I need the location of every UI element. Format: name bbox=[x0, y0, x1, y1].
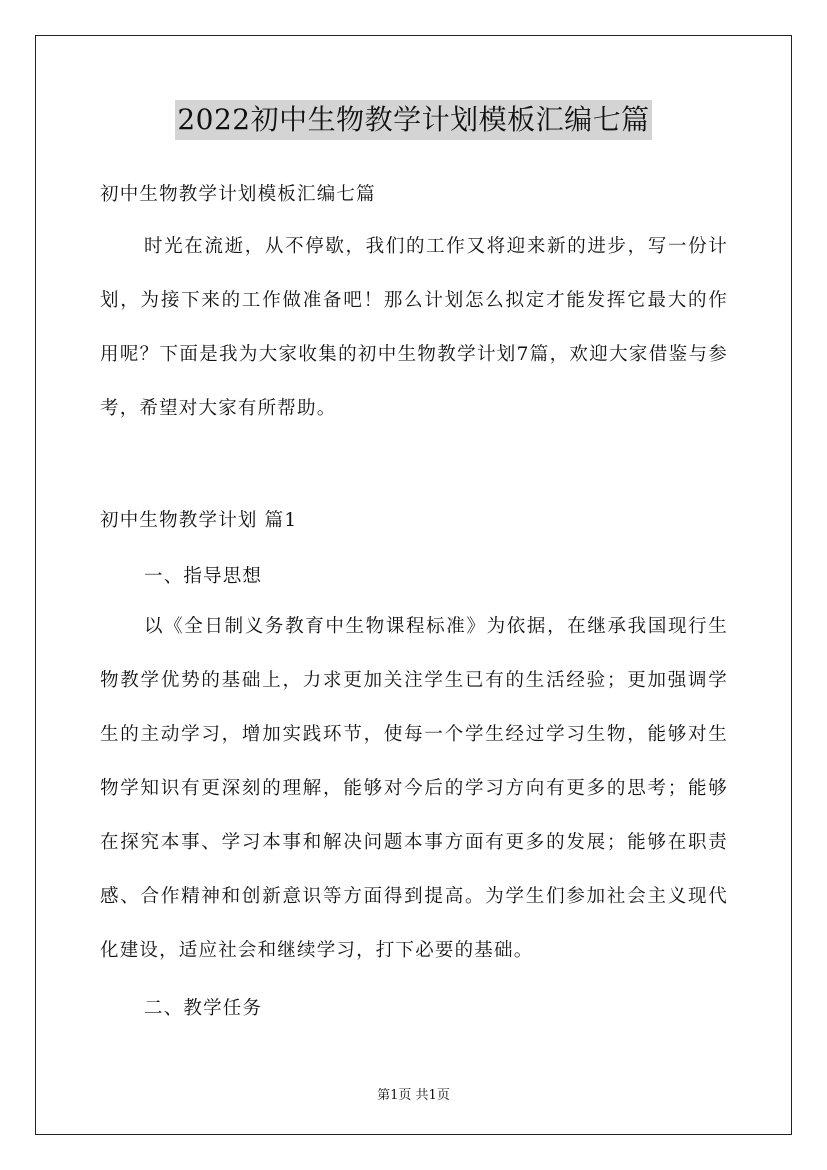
title-container bbox=[0, 100, 827, 140]
item1-heading: 一、指导思想 bbox=[144, 566, 263, 587]
intro-paragraph: 时光在流逝，从不停歇，我们的工作又将迎来新的进步，写一份计划，为接下来的工作做准备吧！那么计划怎么拟定才能发挥它最大的作用呢？下面是我为大家收集的初中生物教学计划7篇，欢迎大家借鉴与参考，希望对大家有所帮助。 bbox=[100, 236, 728, 419]
item1-paragraph: 以《全日制义务教育中生物课程标准》为依据，在继承我国现行生物教学优势的基础上，力求更加关注学生已有的生活经验；更加强调学生的主动学习，增加实践环节，使每一个学生经过学习生物，能够对生物学知识有更深刻的理解，能够对今后的学习方向有更多的思考；能够在探究本事、学习本事和解决问题本事方面有更多的发展；能够在职责感、合作精神和创新意识等方面得到提高。为学生们参加社会主义现代化建设，适应社会和继续学习，打下必要的基础。 bbox=[100, 616, 728, 961]
page-footer: 第1页 共1页 bbox=[377, 1088, 450, 1103]
item2-heading: 二、教学任务 bbox=[144, 998, 263, 1019]
document-subtitle: 初中生物教学计划模板汇编七篇 bbox=[100, 184, 376, 205]
section-heading: 初中生物教学计划 篇1 bbox=[100, 510, 298, 531]
document-title: 2022初中生物教学计划模板汇编七篇 bbox=[175, 100, 651, 140]
